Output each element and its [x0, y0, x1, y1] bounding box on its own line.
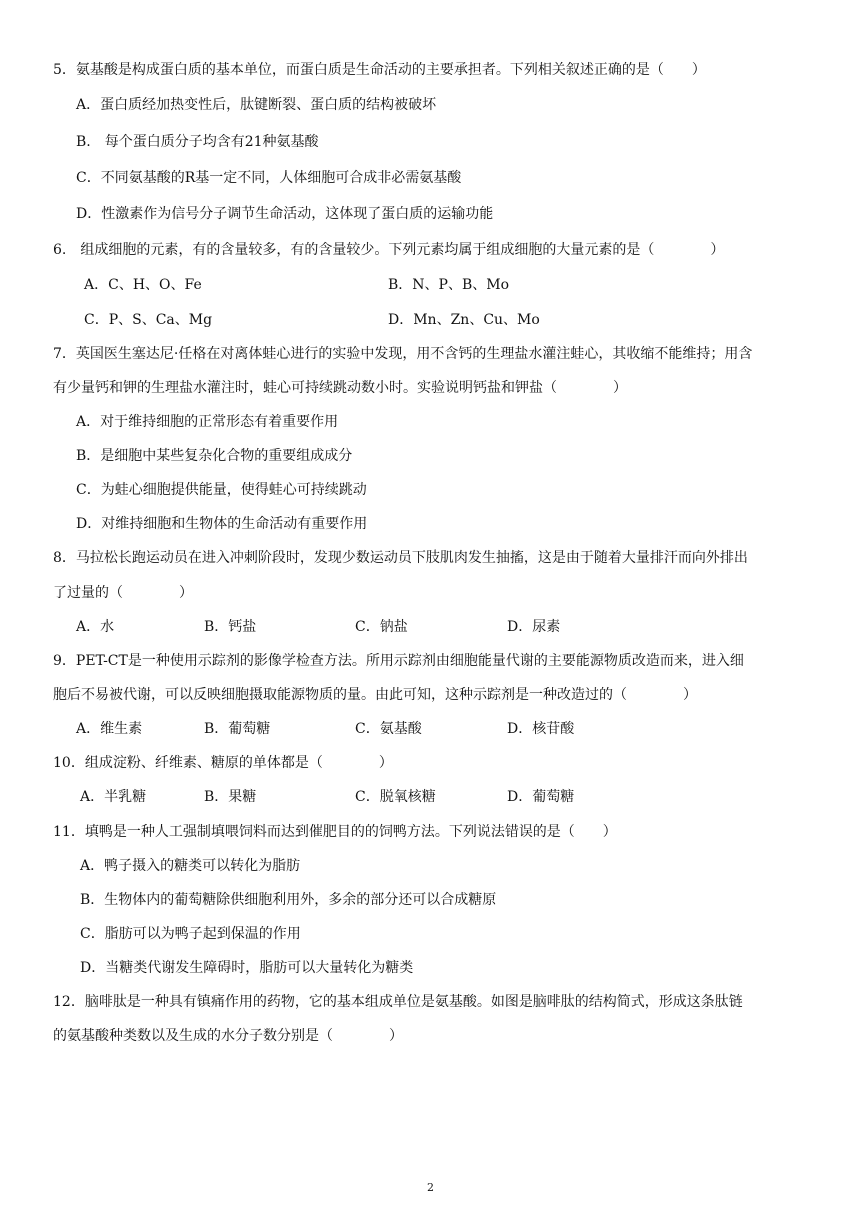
question-5-option-b: B. 每个蛋白质分子均含有21种氨基酸 [76, 134, 319, 150]
question-5-option-d: D．性激素作为信号分子调节生命活动，这体现了蛋白质的运输功能 [76, 206, 494, 222]
question-11-option-a: A．鸭子摄入的糖类可以转化为脂肪 [80, 858, 301, 874]
question-7-stem-line-1: 7．英国医生塞达尼·任格在对离体蛙心进行的实验中发现，用不含钙的生理盐水灌注蛙心，其收缩不能维持；用含 [53, 346, 753, 362]
question-9-stem-line-1: 9．PET-CT是一种使用示踪剂的影像学检查方法。所用示踪剂由细胞能量代谢的主要能源物质改造而来，进入细 [53, 653, 744, 669]
question-10-option-a: A．半乳糖 [80, 789, 147, 805]
question-5-stem: 5．氨基酸是构成蛋白质的基本单位，而蛋白质是生命活动的主要承担者。下列相关叙述正确的是（ ） [53, 62, 706, 78]
question-11-option-c: C．脂肪可以为鸭子起到保温的作用 [80, 926, 301, 942]
question-6-option-d: D．Mn、Zn、Cu、Mo [388, 312, 540, 328]
question-8-option-c: C．钠盐 [355, 619, 408, 635]
question-12-stem-line-1: 12．脑啡肽是一种具有镇痛作用的药物，它的基本组成单位是氨基酸。如图是脑啡肽的结构简式，形成这条肽链 [53, 994, 743, 1010]
question-10-option-c: C．脱氧核糖 [355, 789, 436, 805]
question-10-stem: 10．组成淀粉、纤维素、糖原的单体都是（ ） [53, 755, 393, 771]
question-5-option-a: A．蛋白质经加热变性后，肽键断裂、蛋白质的结构被破坏 [76, 97, 437, 113]
question-7-option-d: D．对维持细胞和生物体的生命活动有重要作用 [76, 516, 368, 532]
question-6-option-a: A．C、H、O、Fe [84, 277, 202, 293]
question-8-stem-line-1: 8．马拉松长跑运动员在进入冲刺阶段时，发现少数运动员下肢肌肉发生抽搐，这是由于随着大量排汗而向外排出 [53, 550, 748, 566]
page-number: 2 [427, 1181, 434, 1194]
question-7-option-a: A．对于维持细胞的正常形态有着重要作用 [76, 414, 339, 430]
question-11-stem: 11．填鸭是一种人工强制填喂饲料而达到催肥目的的饲鸭方法。下列说法错误的是（ ） [53, 824, 617, 840]
question-7-stem-line-2: 有少量钙和钾的生理盐水灌注时，蛙心可持续跳动数小时。实验说明钙盐和钾盐（ ） [53, 380, 627, 396]
question-10-option-d: D．葡萄糖 [507, 789, 575, 805]
question-11-option-d: D．当糖类代谢发生障碍时，脂肪可以大量转化为糖类 [80, 960, 414, 976]
question-6-stem: 6. 组成细胞的元素，有的含量较多，有的含量较少。下列元素均属于组成细胞的大量元素的是（ ） [53, 242, 725, 258]
question-8-option-a: A．水 [76, 619, 115, 635]
question-6-option-c: C．P、S、Ca、Mg [84, 312, 213, 328]
question-11-option-b: B．生物体内的葡萄糖除供细胞利用外，多余的部分还可以合成糖原 [80, 892, 497, 908]
question-8-option-d: D．尿素 [507, 619, 561, 635]
question-7-option-c: C．为蛙心细胞提供能量，使得蛙心可持续跳动 [76, 482, 367, 498]
question-8-stem-line-2: 了过量的（ ） [53, 585, 193, 601]
question-8-option-b: B．钙盐 [204, 619, 257, 635]
question-10-option-b: B．果糖 [204, 789, 257, 805]
question-9-option-d: D．核苷酸 [507, 721, 575, 737]
question-9-option-a: A．维生素 [76, 721, 143, 737]
question-9-stem-line-2: 胞后不易被代谢，可以反映细胞摄取能源物质的量。由此可知，这种示踪剂是一种改造过的（ ） [53, 687, 697, 703]
question-12-stem-line-2: 的氨基酸种类数以及生成的水分子数分别是（ ） [53, 1028, 403, 1044]
question-9-option-b: B．葡萄糖 [204, 721, 271, 737]
question-9-option-c: C．氨基酸 [355, 721, 422, 737]
question-5-option-c: C．不同氨基酸的R基一定不同，人体细胞可合成非必需氨基酸 [76, 170, 462, 186]
question-6-option-b: B．N、P、B、Mo [388, 277, 510, 293]
question-7-option-b: B．是细胞中某些复杂化合物的重要组成成分 [76, 448, 353, 464]
